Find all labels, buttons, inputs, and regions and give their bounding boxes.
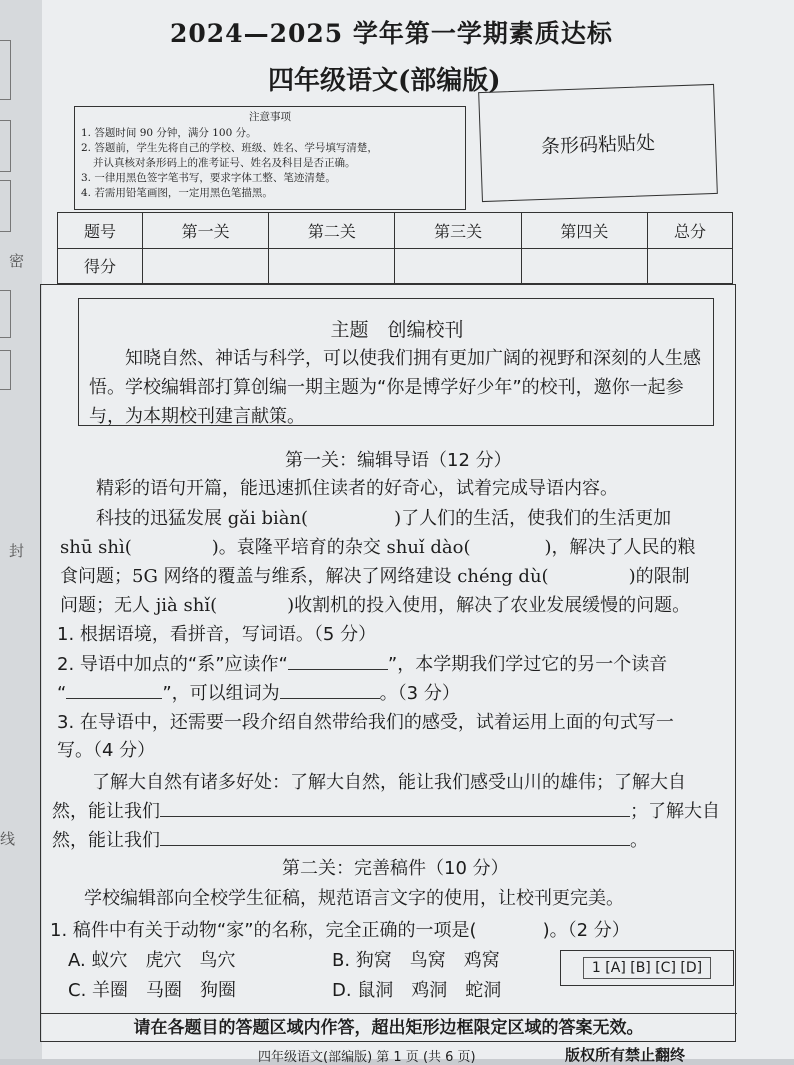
notice-item: 2. 答题前，学生先将自己的学校、班级、姓名、学号填写清楚， xyxy=(81,142,378,154)
score-table xyxy=(57,212,733,284)
notice-box xyxy=(74,106,466,210)
question-1-1: 1. 根据语境，看拼音，写词语。（5 分） xyxy=(57,624,377,645)
option-b[interactable]: B. 狗窝 鸟窝 鸡窝 xyxy=(332,950,500,971)
section1-title: 第一关：编辑导语（12 分） xyxy=(285,450,512,471)
theme-text: 知晓自然、神话与科学，可以使我们拥有更加广阔的视野和深刻的人生感悟。学校编辑部打算创编一期主题为“你是博学好少年”的校刊，邀你一起参与，为本期校刊建言献策。 xyxy=(89,348,701,427)
exam-subtitle: 四年级语文(部编版) xyxy=(268,66,501,96)
question-2-1: 1. 稿件中有关于动物“家”的名称，完全正确的一项是( )。（2 分） xyxy=(50,920,630,941)
answer-blank[interactable] xyxy=(280,682,380,699)
score-header: 第四关 xyxy=(521,213,647,249)
score-header: 总分 xyxy=(647,213,732,249)
question-1-3-cont: 写。（4 分） xyxy=(57,740,156,761)
score-cell[interactable] xyxy=(395,248,521,284)
question-1-3: 3. 在导语中，还需要一段介绍自然带给我们的感受，试着运用上面的句式写一 xyxy=(57,712,674,733)
footer-page-info: 四年级语文(部编版) 第 1 页 (共 6 页) xyxy=(258,1050,476,1065)
option-c[interactable]: C. 羊圈 马圈 狗圈 xyxy=(68,980,237,1001)
score-cell[interactable] xyxy=(647,248,732,284)
answer-blank[interactable] xyxy=(288,653,388,670)
score-cell[interactable] xyxy=(269,248,395,284)
question-1-2: 2. 导语中加点的“系”应读作“ ”，本学期我们学过它的另一个读音 xyxy=(57,654,668,675)
seal-char-xian: 线 xyxy=(0,830,16,848)
answer-blank[interactable] xyxy=(471,537,545,553)
section2-title: 第二关：完善稿件（10 分） xyxy=(282,858,509,879)
score-header-row xyxy=(58,213,733,249)
notice-item: 3. 一律用黑色签字笔书写，要求字体工整、笔迹清楚。 xyxy=(81,172,336,184)
answer-blank[interactable] xyxy=(308,508,394,524)
option-a[interactable]: A. 蚁穴 虎穴 鸟穴 xyxy=(68,950,236,971)
score-row xyxy=(58,248,733,284)
binding-margin xyxy=(0,0,42,1059)
exam-title: 2024—2025 学年第一学期素质达标 xyxy=(170,19,613,48)
section1-intro: 精彩的语句开篇，能迅速抓住读者的好奇心，试着完成导语内容。 xyxy=(96,478,618,499)
score-header: 第二关 xyxy=(269,213,395,249)
bottom-warning: 请在各题目的答题区域内作答，超出矩形边框限定区域的答案无效。 xyxy=(40,1013,737,1042)
theme-box xyxy=(78,298,714,426)
notice-item: 4. 若需用铅笔画图，一定用黑色笔描黑。 xyxy=(81,187,273,199)
answer-blank[interactable] xyxy=(160,800,630,817)
notice-title: 注意事项 xyxy=(249,111,291,123)
seal-char-mi: 密 xyxy=(9,252,25,270)
question-1-2-cont: “ ”，可以组词为 。（3 分） xyxy=(57,683,460,704)
answer-blank[interactable] xyxy=(132,537,212,553)
score-cell[interactable] xyxy=(521,248,647,284)
passage-line-1: 科技的迅猛发展 gǎi biàn( )了人们的生活，使我们的生活更加 xyxy=(96,508,672,529)
write-line-1: 然，能让我们 ；了解大自 xyxy=(52,801,720,822)
answer-blank[interactable] xyxy=(217,595,287,611)
score-header: 题号 xyxy=(58,213,143,249)
answer-blank[interactable] xyxy=(160,829,630,846)
section2-intro: 学校编辑部向全校学生征稿，规范语言文字的使用，让校刊更完美。 xyxy=(84,888,624,909)
notice-item: 1. 答题时间 90 分钟，满分 100 分。 xyxy=(81,127,257,139)
footer-copyright: 版权所有禁止翻终 xyxy=(565,1046,686,1064)
answer-card-box xyxy=(560,950,734,986)
score-row-label: 得分 xyxy=(58,248,143,284)
passage-line-3: 食问题；5G 网络的覆盖与维系，解决了网络建设 chéng dù( )的限制 xyxy=(60,566,690,587)
score-cell[interactable] xyxy=(143,248,269,284)
answer-blank[interactable] xyxy=(477,920,543,936)
model-sentence: 了解大自然有诸多好处：了解大自然，能让我们感受山川的雄伟；了解大自 xyxy=(92,772,686,793)
answer-blank[interactable] xyxy=(66,682,162,699)
passage-line-4: 问题；无人 jià shǐ( )收割机的投入使用，解决了农业发展缓慢的问题。 xyxy=(60,595,691,616)
passage-line-2: shū shì( )。袁隆平培育的杂交 shuǐ dào( )，解决了人民的粮 xyxy=(60,537,696,558)
score-header: 第一关 xyxy=(143,213,269,249)
option-d[interactable]: D. 鼠洞 鸡洞 蛇洞 xyxy=(332,980,502,1001)
write-line-2: 然，能让我们 。 xyxy=(52,830,648,851)
answer-card-options[interactable]: 1 [A] [B] [C] [D] xyxy=(583,957,711,979)
theme-title: 主题 创编校刊 xyxy=(330,319,464,341)
score-header: 第三关 xyxy=(395,213,521,249)
notice-item: 并认真核对条形码上的准考证号、姓名及科目是否正确。 xyxy=(93,157,356,169)
barcode-area: 条形码粘贴处 xyxy=(478,84,718,202)
answer-blank[interactable] xyxy=(549,566,629,582)
seal-char-feng: 封 xyxy=(9,542,25,560)
